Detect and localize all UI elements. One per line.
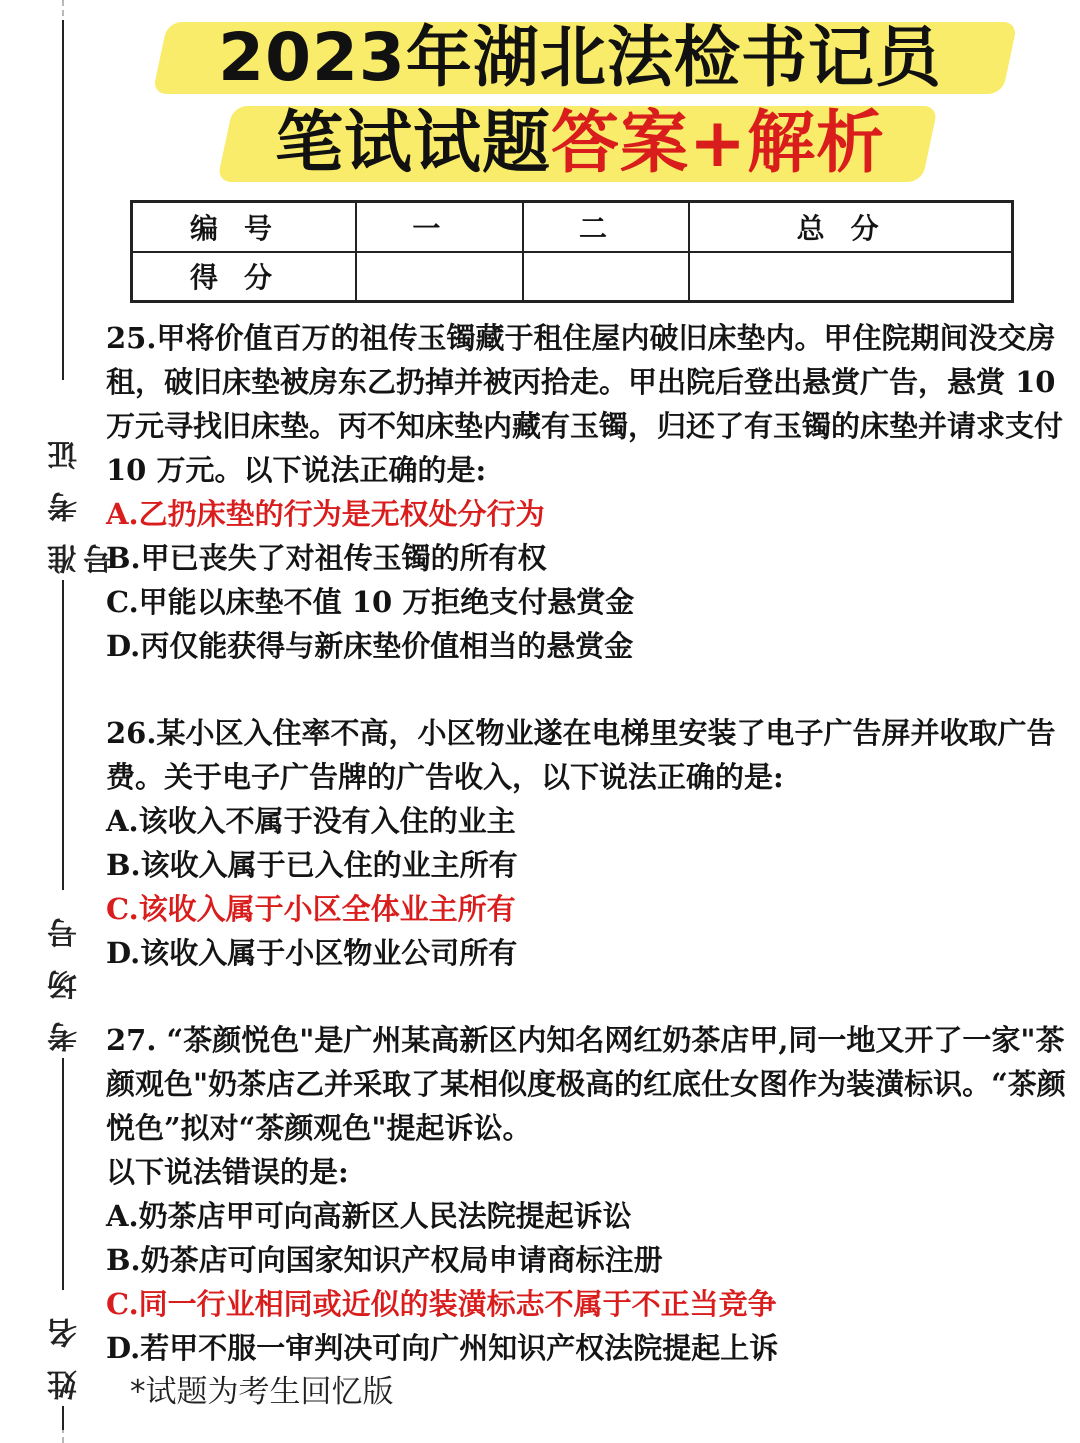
option-d: D.丙仅能获得与新床垫价值相当的悬赏金 (106, 629, 634, 663)
score-header-number: 编号 (132, 202, 357, 252)
question-list (106, 316, 1066, 1370)
score-cell-total (689, 252, 1012, 302)
page-subtitle: 笔试试题 (275, 104, 552, 183)
option-b: B.该收入属于已入住的业主所有 (106, 848, 518, 882)
score-header-part1: 一 (356, 202, 523, 252)
score-cell-part1 (356, 252, 523, 302)
margin-label-ticket: 准考证号 (48, 380, 88, 580)
score-table (130, 200, 1014, 303)
title-line-1 (150, 16, 1010, 100)
score-table-score-row (132, 252, 1013, 302)
option-a: A.该收入不属于没有入住的业主 (106, 804, 516, 838)
option-d: D.若甲不服一审判决可向广州知识产权法院提起上诉 (106, 1331, 779, 1365)
option-a: A.奶茶店甲可向高新区人民法院提起诉讼 (106, 1199, 632, 1233)
option-c: C.甲能以床垫不值 10 万拒绝支付悬赏金 (106, 585, 635, 619)
score-header-part2: 二 (523, 202, 690, 252)
score-header-total: 总分 (689, 202, 1012, 252)
title-line-2 (150, 102, 1010, 186)
margin-label-name: 姓名 (48, 1290, 88, 1406)
option-c: C.该收入属于小区全体业主所有 (106, 892, 516, 926)
page-title: 2023年湖北法检书记员 (218, 19, 942, 96)
score-cell-part2 (523, 252, 690, 302)
option-a: A.乙扔床垫的行为是无权处分行为 (106, 497, 545, 531)
option-d: D.该收入属于小区物业公司所有 (106, 936, 518, 970)
margin-field-ticket-number (34, 20, 119, 580)
question-stem: 25.甲将价值百万的祖传玉镯藏于租住屋内破旧床垫内。甲住院期间没交房租，破旧床垫被房东乙扔掉并被丙拾走。甲出院后登出悬赏广告，悬赏 10万元寻找旧床垫。丙不知床垫内藏有玉镯，归还了有玉镯的床垫并请求支付 10 万元。以下说法正确的是: (106, 321, 1064, 487)
option-b: B.奶茶店可向国家知识产权局申请商标注册 (106, 1243, 663, 1277)
question-stem: 26.某小区入住率不高，小区物业遂在电梯里安装了电子广告屏并收取广告费。关于电子广告牌的广告收入，以下说法正确的是: (106, 716, 1056, 794)
score-row-label: 得分 (132, 252, 357, 302)
question-stem: 27. “茶颜悦色"是广州某高新区内知名网红奶茶店甲,同一地又开了一家"茶颜观色"奶茶店乙并采取了某相似度极高的红底仕女图作为装潢标识。“茶颜悦色”拟对“茶颜观色"提起诉讼。 (106, 1023, 1066, 1145)
margin-label-room: 考场号 (48, 890, 88, 1058)
binding-margin (0, 0, 119, 1443)
margin-field-name (34, 1140, 83, 1430)
question-prompt: 以下说法错误的是: (106, 1155, 349, 1189)
question-25 (106, 316, 1066, 668)
margin-field-room-number (34, 580, 83, 1140)
page-subtitle-highlight: 答案+解析 (551, 104, 885, 183)
option-c: C.同一行业相同或近似的装潢标志不属于不正当竞争 (106, 1287, 777, 1321)
score-table-header-row (132, 202, 1013, 252)
footnote: *试题为考生回忆版 (130, 1374, 394, 1410)
question-27 (106, 1018, 1066, 1370)
question-26 (106, 711, 1066, 975)
option-b: B.甲已丧失了对祖传玉镯的所有权 (106, 541, 547, 575)
